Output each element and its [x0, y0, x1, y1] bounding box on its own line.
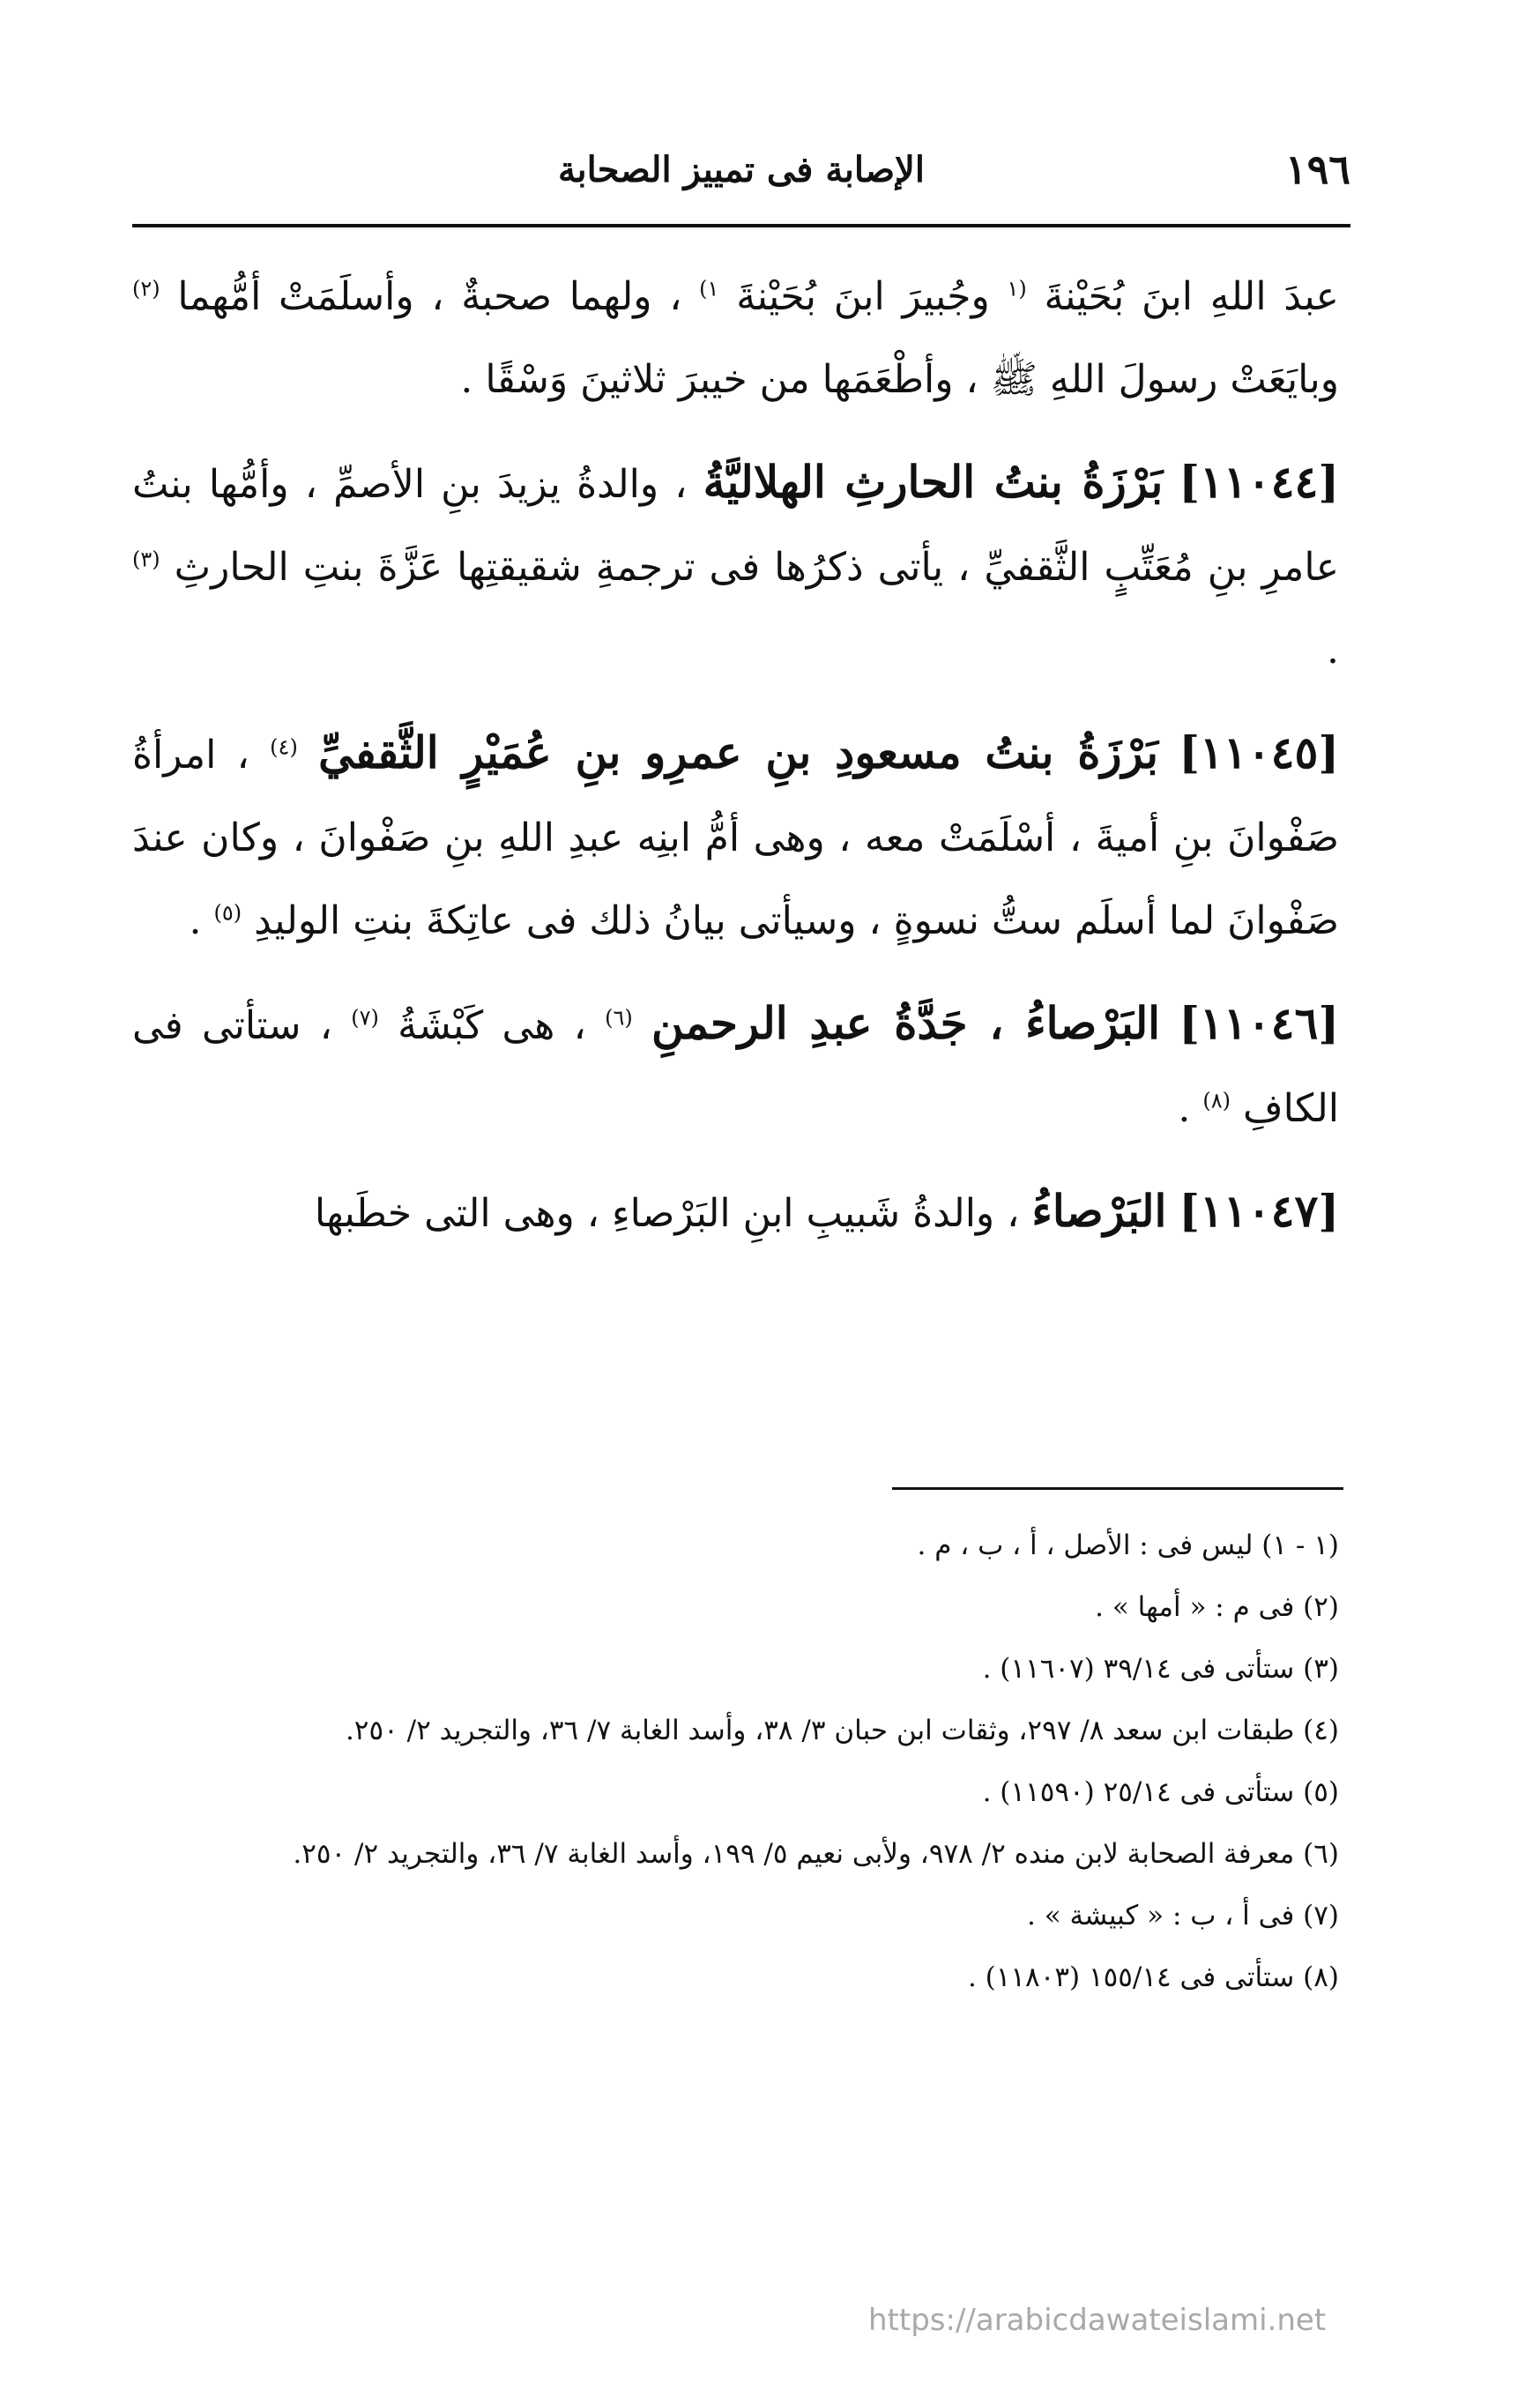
entry-11046 — [132, 982, 1339, 1150]
entry-text: ، والدةُ يزيدَ بنِ الأصمِّ ، وأمُّها بنتُ عامرِ بنِ مُعَتِّبٍ الثَّقفيِّ ، يأتى ذكرُها فى ترجمةِ شقيقتِها عَزَّةَ بنتِ الحارثِ — [132, 462, 1339, 590]
entry-number: [١١٠٤٧] — [1179, 1185, 1339, 1237]
header-rule — [132, 224, 1350, 227]
text-segment: وبايَعَتْ رسولَ اللهِ ﷺ ، وأطْعَمَها من خيبرَ ثلاثينَ وَسْقًا . — [460, 357, 1339, 402]
footnote-4: (٤) طبقات ابن سعد ٨/ ٢٩٧، وثقات ابن حبان ٣/ ٣٨، وأسد الغابة ٧/ ٣٦، والتجريد ٢/ ٢٥٠. — [345, 1715, 1339, 1746]
entry-name: بَرْزَةُ بنتُ مسعودِ بنِ عمرِو بنِ عُمَيْرٍ الثَّقفيِّ — [318, 726, 1159, 778]
entry-number: [١١٠٤٥] — [1179, 726, 1339, 778]
text-segment: ، ولهما صحبةٌ ، وأسلَمَتْ أمُّهما — [177, 274, 682, 319]
footnote-ref[interactable]: (٤) — [270, 734, 298, 760]
main-text — [132, 256, 1339, 1275]
footnote-ref[interactable]: (٨) — [1202, 1088, 1231, 1113]
entry-11044 — [132, 441, 1339, 692]
footnote-ref[interactable]: (٣) — [132, 547, 160, 572]
footnote-1: (١ - ١) ليس فى : الأصل ، أ ، ب ، م . — [917, 1530, 1339, 1561]
entry-text: ، هى كَبْشَةُ — [398, 1003, 586, 1048]
footnote-ref[interactable]: (٧) — [351, 1005, 379, 1031]
entry-11045 — [132, 711, 1339, 963]
footnote-ref[interactable]: ١) — [699, 276, 719, 301]
entry-end: . — [1178, 1086, 1191, 1131]
text-segment: عبدَ اللهِ ابنَ بُحَيْنةَ — [1044, 274, 1339, 319]
page-header — [132, 145, 1350, 198]
entry-end: . — [189, 898, 202, 943]
footnote-8: (٨) ستأتى فى ١٥٥/١٤ (١١٨٠٣) . — [967, 1962, 1339, 1993]
entry-text: ، امرأةُ صَفْوانَ بنِ أميةَ ، أسْلَمَتْ معه ، وهى أمُّ ابنِه عبدِ اللهِ بنِ صَفْوانَ ، وكان عندَ صَفْوانَ لما أسلَم ستُّ نسوةٍ ، وسيأتى بيانُ ذلك فى عاتِكةَ بنتِ الوليدِ — [132, 733, 1339, 943]
footnote-ref[interactable]: (٦) — [605, 1005, 633, 1031]
page-number: ١٩٦ — [1284, 145, 1350, 193]
entry-name: بَرْزَةُ بنتُ الحارثِ الهلاليَّةُ — [703, 456, 1164, 508]
text-segment: وجُبيرَ ابنَ بُحَيْنةَ — [736, 274, 990, 319]
footnote-ref[interactable]: (٥) — [213, 900, 242, 926]
footnote-2: (٢) فى م : « أمها » . — [1095, 1591, 1339, 1623]
footnote-separator — [892, 1487, 1343, 1490]
entry-name: البَرْصاءُ — [1031, 1185, 1167, 1237]
footnote-ref[interactable]: (١ — [1007, 276, 1027, 301]
entry-text: ، ستأتى فى الكافِ — [132, 1003, 1339, 1131]
footnote-3: (٣) ستأتى فى ٣٩/١٤ (١١٦٠٧) . — [982, 1653, 1339, 1685]
footnote-7: (٧) فى أ ، ب : « كبيشة » . — [1027, 1900, 1339, 1932]
continuation-paragraph — [132, 256, 1339, 421]
watermark-url: https://arabicdawateislami.net — [868, 2303, 1327, 2338]
entry-name: البَرْصاءُ ، جَدَّةُ عبدِ الرحمنِ — [651, 997, 1161, 1049]
entry-text: ، والدةُ شَبيبِ ابنِ البَرْصاءِ ، وهى التى خطَبها — [314, 1191, 1020, 1236]
entry-number: [١١٠٤٦] — [1179, 997, 1339, 1049]
footnote-ref[interactable]: (٢) — [132, 276, 160, 301]
footnote-5: (٥) ستأتى فى ٢٥/١٤ (١١٥٩٠) . — [982, 1776, 1339, 1808]
entry-end: . — [1327, 628, 1339, 673]
footnote-6: (٦) معرفة الصحابة لابن منده ٢/ ٩٧٨، ولأبى نعيم ٥/ ١٩٩، وأسد الغابة ٧/ ٣٦، والتجريد ٢/ ٢٥٠. — [293, 1838, 1339, 1870]
running-title: الإصابة فى تمييز الصحابة — [558, 149, 925, 190]
footnotes — [132, 1518, 1339, 2012]
entry-number: [١١٠٤٤] — [1179, 456, 1340, 508]
entry-11047 — [132, 1170, 1339, 1255]
